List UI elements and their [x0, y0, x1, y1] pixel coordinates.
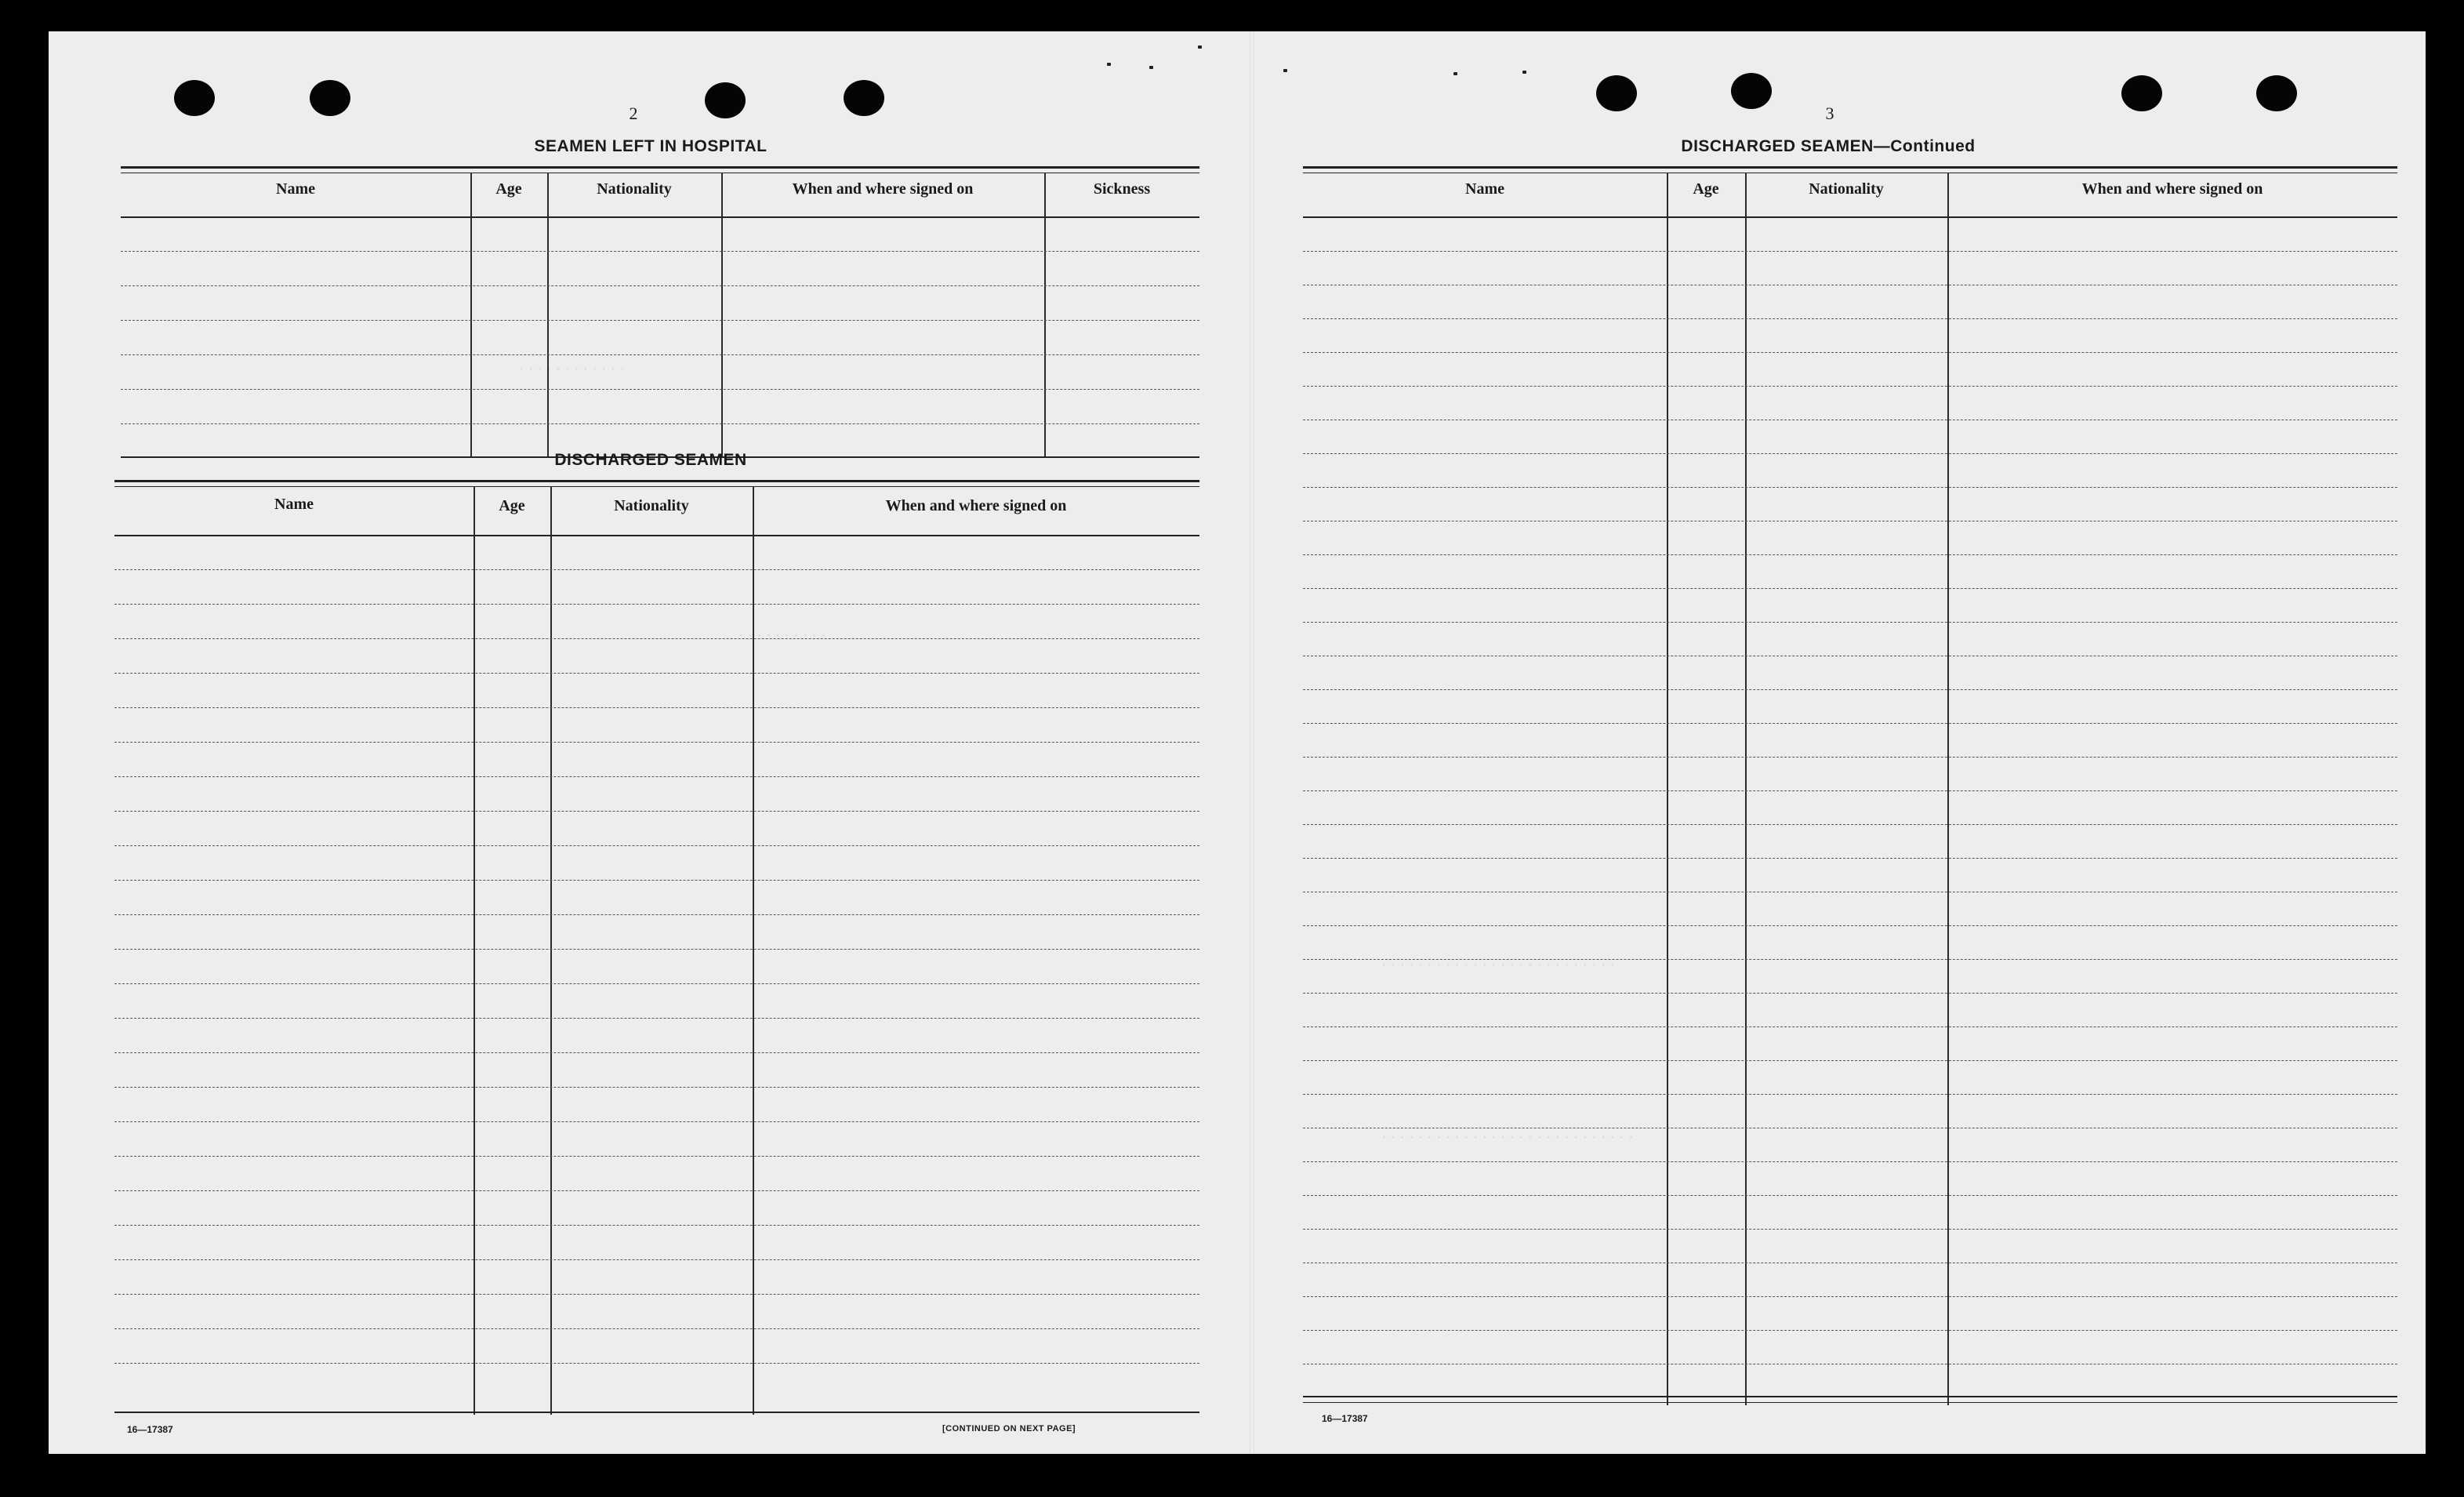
- speck: [1107, 63, 1111, 66]
- speck: [1149, 66, 1153, 69]
- discharged-left-header-nationality: Nationality: [614, 497, 689, 514]
- punch-hole: [2121, 75, 2162, 111]
- discharged-right-header-signed-on: When and where signed on: [2081, 180, 2263, 198]
- discharged-section-title: DISCHARGED SEAMEN: [554, 451, 747, 469]
- discharged-right-header-name: Name: [1465, 180, 1504, 198]
- hospital-header-sickness: Sickness: [1093, 180, 1151, 198]
- punch-hole: [705, 82, 746, 118]
- hospital-header-nationality: Nationality: [597, 180, 672, 198]
- punch-hole: [1596, 75, 1637, 111]
- hospital-table: [121, 166, 1199, 463]
- punch-hole: [844, 80, 884, 116]
- discharged-right-header-age: Age: [1693, 180, 1719, 198]
- hospital-header-age: Age: [495, 180, 522, 198]
- punch-hole: [1731, 73, 1772, 109]
- document-sheet: · · · · · · · · · · · · · · · · · · · · · · · · · · · · · · · · · · · · · · · · · · · · · · · · · · · · · · · · · · · · · · · · · · · · · · · · · · · · 2 SEAMEN LEFT IN HOSPITAL Name Age Nationality When and where signed on Sickness DISCHARGED SEAMEN Name Age Nationality When and where signed on 16—17387 [CONTINUED ON NEXT PAGE] 3 DISCHARGED SEAMEN—Continued Name Age Nationality When and where signed on 16—17387: [49, 31, 2426, 1454]
- speck: [1522, 71, 1526, 74]
- hospital-section-title: SEAMEN LEFT IN HOSPITAL: [534, 137, 768, 155]
- punch-hole: [310, 80, 350, 116]
- discharged-left-header-age: Age: [499, 497, 525, 514]
- hospital-header-signed-on: When and where signed on: [792, 180, 974, 198]
- punch-hole: [174, 80, 215, 116]
- discharged-left-header-signed-on: When and where signed on: [885, 497, 1067, 514]
- speck: [1283, 69, 1287, 72]
- continued-note: [CONTINUED ON NEXT PAGE]: [942, 1424, 1076, 1433]
- form-number-right: 16—17387: [1322, 1413, 1368, 1424]
- hospital-header-name: Name: [276, 180, 315, 198]
- discharged-right-header-nationality: Nationality: [1809, 180, 1884, 198]
- discharged-left-header-name: Name: [274, 496, 314, 513]
- discharged-continued-title-cont: —Continued: [1873, 137, 1976, 155]
- form-number-left: 16—17387: [127, 1424, 173, 1435]
- speck: [1198, 45, 1202, 49]
- discharged-continued-title: [1577, 137, 2079, 156]
- discharged-continued-title-main: DISCHARGED SEAMEN: [1681, 137, 1874, 155]
- speck: [1453, 72, 1457, 75]
- page-number-left: 2: [629, 104, 638, 123]
- page-number-right: 3: [1825, 104, 1834, 123]
- center-fold: [1250, 31, 1254, 1454]
- punch-hole: [2256, 75, 2297, 111]
- discharged-table-right: [1303, 166, 2397, 1405]
- discharged-table-left: [114, 480, 1199, 1415]
